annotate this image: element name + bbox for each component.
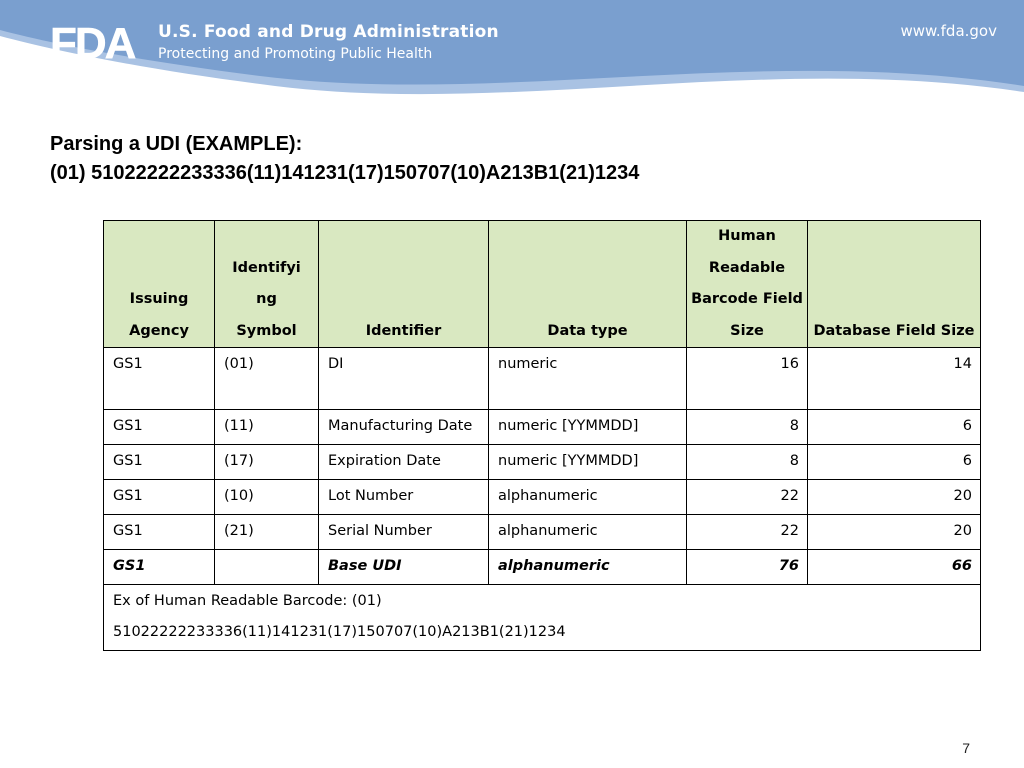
cell-symbol: (17): [215, 445, 319, 480]
cell-symbol: [215, 550, 319, 585]
cell-database-size: 66: [808, 550, 981, 585]
header-human-readable-size: Human Readable Barcode Field Size: [687, 221, 808, 348]
cell-readable-size: 22: [687, 480, 808, 515]
cell-symbol: (01): [215, 348, 319, 410]
cell-symbol: (21): [215, 515, 319, 550]
cell-data-type: alphanumeric: [489, 480, 687, 515]
cell-readable-size: 22: [687, 515, 808, 550]
fda-logo-text: FDA: [50, 20, 135, 66]
cell-database-size: 14: [808, 348, 981, 410]
table-row: [104, 515, 981, 550]
cell-identifier: Base UDI: [319, 550, 489, 585]
table-row: [104, 410, 981, 445]
slide-title-line-1: Parsing a UDI (EXAMPLE):: [50, 133, 303, 155]
header-banner: [0, 0, 1024, 112]
cell-readable-size: 8: [687, 410, 808, 445]
cell-symbol: (10): [215, 480, 319, 515]
banner-swoosh: [0, 0, 1024, 112]
cell-data-type: numeric: [489, 348, 687, 410]
agency-name: U.S. Food and Drug Administration: [158, 22, 499, 42]
page-number: 7: [962, 740, 970, 756]
header-data-type: Data type: [489, 221, 687, 348]
udi-parsing-table: [103, 220, 981, 651]
cell-agency: GS1: [104, 515, 215, 550]
cell-database-size: 20: [808, 480, 981, 515]
cell-agency: GS1: [104, 445, 215, 480]
header-issuing-agency: Issuing Agency: [104, 221, 215, 348]
cell-data-type: alphanumeric: [489, 550, 687, 585]
cell-readable-size: 76: [687, 550, 808, 585]
header-database-size: Database Field Size: [808, 221, 981, 348]
footnote-cell: [104, 585, 981, 651]
fda-logo: [50, 20, 146, 66]
table-footnote-row: [104, 585, 981, 651]
cell-database-size: 6: [808, 410, 981, 445]
cell-symbol: (11): [215, 410, 319, 445]
website-url: www.fda.gov: [900, 22, 997, 40]
cell-readable-size: 8: [687, 445, 808, 480]
cell-agency: GS1: [104, 410, 215, 445]
header-identifier: Identifier: [319, 221, 489, 348]
cell-readable-size: 16: [687, 348, 808, 410]
table-row-base-udi: [104, 550, 981, 585]
cell-data-type: alphanumeric: [489, 515, 687, 550]
table-row: [104, 480, 981, 515]
cell-identifier: Serial Number: [319, 515, 489, 550]
cell-data-type: numeric [YYMMDD]: [489, 410, 687, 445]
cell-database-size: 20: [808, 515, 981, 550]
footnote-line-2: 51022222233336(11)141231(17)150707(10)A213B1(21)1234: [113, 624, 566, 640]
table-row: [104, 348, 981, 410]
cell-identifier: Expiration Date: [319, 445, 489, 480]
cell-identifier: DI: [319, 348, 489, 410]
cell-data-type: numeric [YYMMDD]: [489, 445, 687, 480]
header-identifying-symbol: Identifyi ng Symbol: [215, 221, 319, 348]
table-row: [104, 445, 981, 480]
slide-title: [50, 130, 990, 188]
slide-title-line-2: (01) 51022222233336(11)141231(17)150707(10)A213B1(21)1234: [50, 162, 640, 184]
footnote-line-1: Ex of Human Readable Barcode: (01): [113, 593, 382, 609]
cell-agency: GS1: [104, 550, 215, 585]
cell-agency: GS1: [104, 480, 215, 515]
cell-database-size: 6: [808, 445, 981, 480]
agency-block: [158, 22, 499, 64]
cell-identifier: Manufacturing Date: [319, 410, 489, 445]
cell-agency: GS1: [104, 348, 215, 410]
cell-identifier: Lot Number: [319, 480, 489, 515]
table-header-row: [104, 221, 981, 348]
agency-tagline: Protecting and Promoting Public Health: [158, 46, 433, 62]
